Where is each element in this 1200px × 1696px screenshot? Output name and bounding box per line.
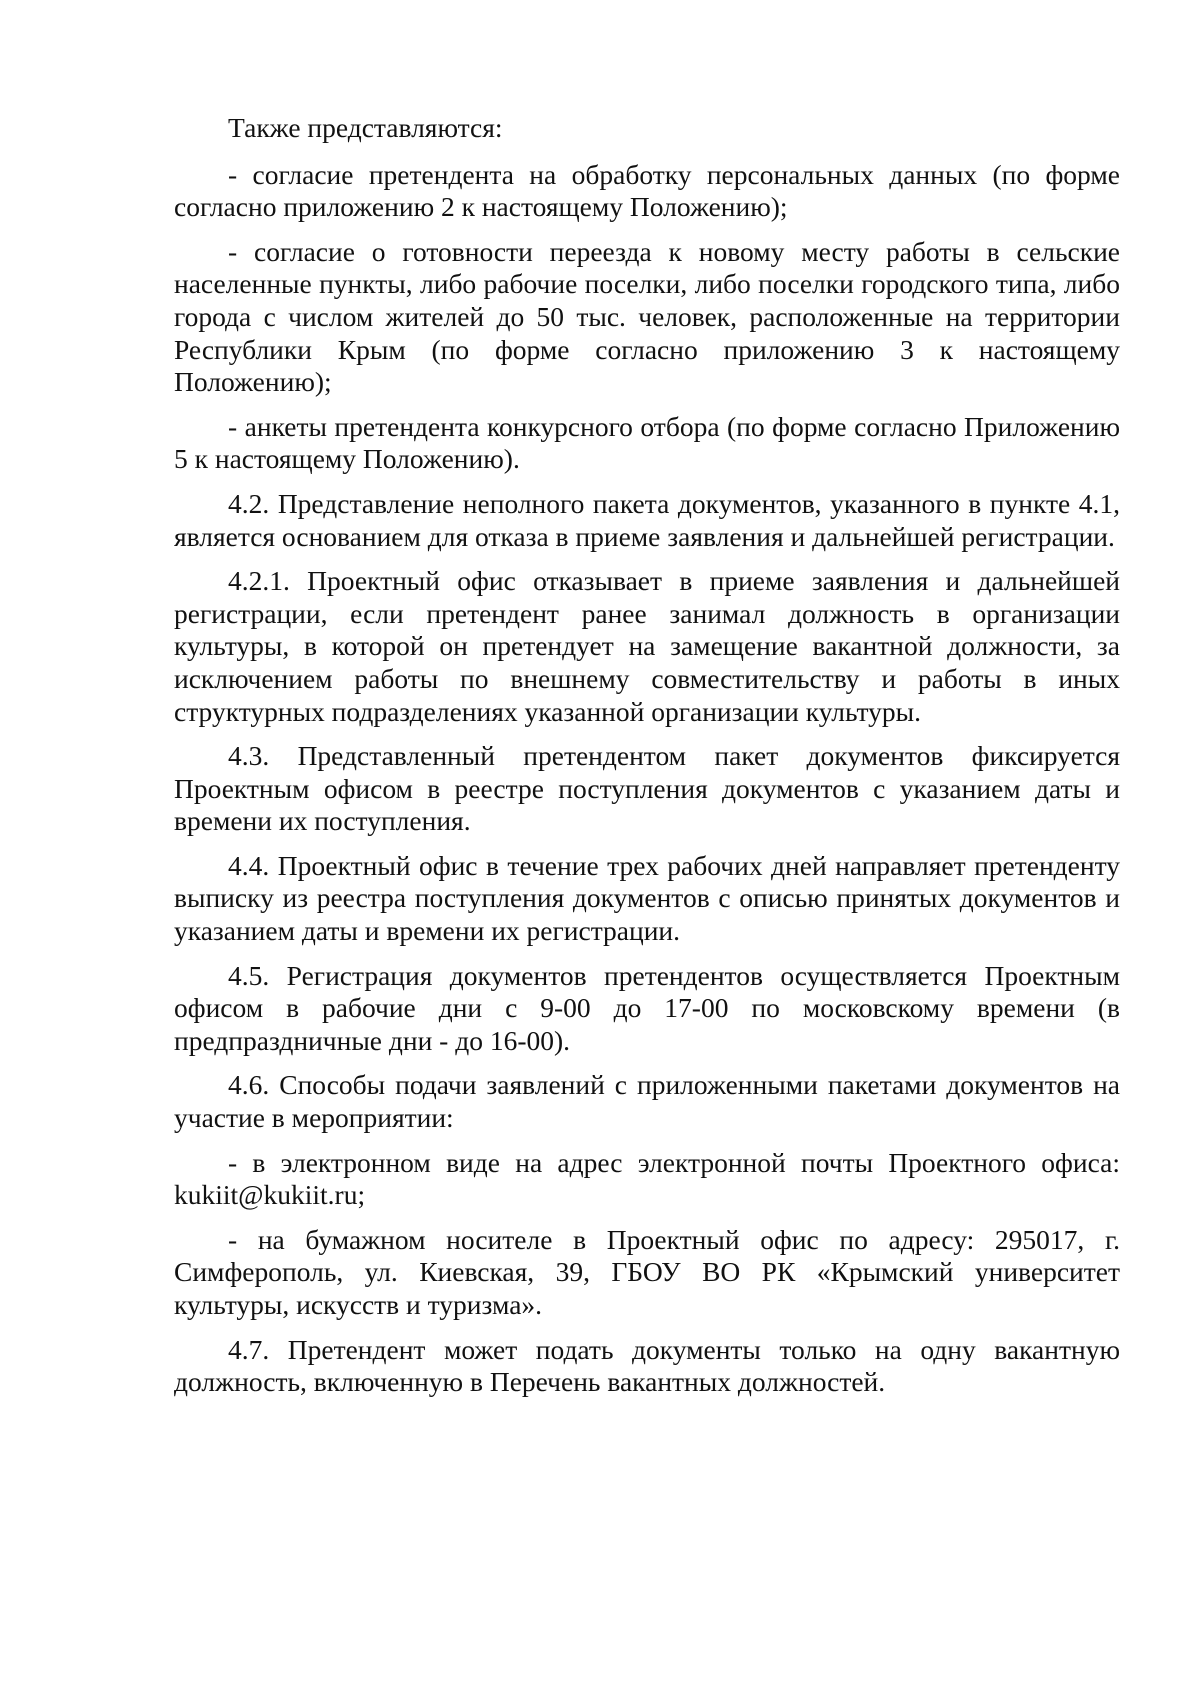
paragraph-consent-personal-data: - согласие претендента на обработку персональных данных (по форме согласно приложению 2 к настоящему Положению); bbox=[174, 158, 1120, 223]
paragraph-paper-submission: - на бумажном носителе в Проектный офис по адресу: 295017, г. Симферополь, ул. Киевская, 39, ГБОУ ВО РК «Крымский университет культуры, искусств и туризма». bbox=[174, 1223, 1120, 1320]
paragraph-4-2: 4.2. Представление неполного пакета документов, указанного в пункте 4.1, является основанием для отказа в приеме заявления и дальнейшей регистрации. bbox=[174, 487, 1120, 552]
paragraph-4-2-1: 4.2.1. Проектный офис отказывает в приеме заявления и дальнейшей регистрации, если претендент ранее занимал должность в организации культуры, в которой он претендует на замещение вакантной должности, за исключением работы по внешнему совместительству и работы в иных структурных подразделениях указанной организации культуры. bbox=[174, 565, 1120, 727]
paragraph-4-3: 4.3. Представленный претендентом пакет документов фиксируется Проектным офисом в реестре поступления документов с указанием даты и времени их поступления. bbox=[174, 740, 1120, 837]
paragraph-4-7: 4.7. Претендент может подать документы только на одну вакантную должность, включенную в Перечень вакантных должностей. bbox=[174, 1333, 1120, 1398]
paragraph-intro: Также представляются: bbox=[228, 112, 503, 143]
document-body bbox=[174, 112, 1120, 1411]
paragraph-electronic-submission: - в электронном виде на адрес электронной почты Проектного офиса: kukiit@kukiit.ru; bbox=[174, 1146, 1120, 1211]
paragraph-4-4: 4.4. Проектный офис в течение трех рабочих дней направляет претенденту выписку из реестра поступления документов с описью принятых документов и указанием даты и времени их регистрации. bbox=[174, 849, 1120, 947]
paragraph-4-6: 4.6. Способы подачи заявлений с приложенными пакетами документов на участие в мероприятии: bbox=[174, 1069, 1120, 1134]
paragraph-questionnaire: - анкеты претендента конкурсного отбора (по форме согласно Приложению 5 к настоящему Положению). bbox=[174, 410, 1120, 475]
paragraph-4-5: 4.5. Регистрация документов претендентов осуществляется Проектным офисом в рабочие дни с 9-00 до 17-00 по московскому времени (в предпраздничные дни - до 16-00). bbox=[174, 959, 1120, 1056]
paragraph-consent-relocation: - согласие о готовности переезда к новому месту работы в сельские населенные пункты, либо рабочие поселки, либо поселки городского типа, либо города с числом жителей до 50 тыс. человек, расположенные на территории Республики Крым (по форме согласно приложению 3 к настоящему Положению); bbox=[174, 235, 1120, 398]
